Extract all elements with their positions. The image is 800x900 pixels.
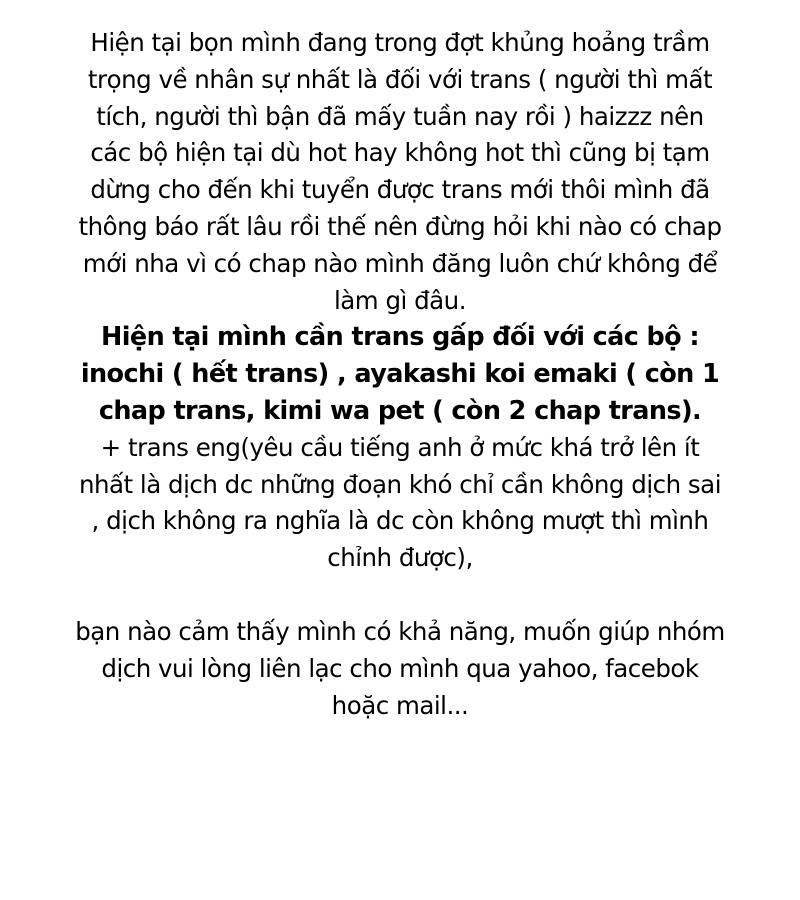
text-line: Hiện tại mình cần trans gấp đối với các bộ : — [101, 322, 699, 353]
text-line: chỉnh được), — [327, 543, 473, 573]
text-line: , dịch không ra nghĩa là dc còn không mượt thì mình — [91, 506, 709, 536]
text-line: hoặc mail... — [331, 690, 469, 720]
text-line: mới nha vì có chap nào mình đăng luôn chứ không để — [82, 248, 718, 278]
text-line: trọng về nhân sự nhất là đối với trans ( người thì mất — [87, 64, 713, 94]
text-line: các bộ hiện tại dù hot hay không hot thì cũng bị tạm — [90, 138, 710, 168]
contact-paragraph — [0, 614, 800, 724]
text-line: Hiện tại bọn mình đang trong đợt khủng hoảng trầm — [90, 28, 710, 57]
text-line: + trans eng(yêu cầu tiếng anh ở mức khá trở lên ít — [100, 432, 700, 462]
recruitment-paragraph — [0, 319, 800, 429]
text-line: dừng cho đến khi tuyển được trans mới thôi mình đã — [90, 175, 710, 205]
text-line: dịch vui lòng liên lạc cho mình qua yahoo, facebok — [101, 653, 699, 683]
text-line: tích, người thì bận đã mấy tuần nay rồi ) haizzz nên — [96, 101, 704, 131]
text-line: thông báo rất lâu rồi thế nên đừng hỏi khi nào có chap — [78, 211, 722, 241]
text-line: bạn nào cảm thấy mình có khả năng, muốn giúp nhóm — [75, 616, 725, 646]
text-line: làm gì đâu. — [333, 285, 466, 315]
text-line: chap trans, kimi wa pet ( còn 2 chap trans). — [98, 395, 702, 426]
requirements-paragraph — [0, 430, 800, 577]
intro-paragraph — [0, 25, 800, 319]
paragraph-gap — [0, 577, 800, 614]
text-line: nhất là dịch dc những đoạn khó chỉ cần không dịch sai — [78, 469, 722, 499]
text-line: inochi ( hết trans) , ayakashi koi emaki ( còn 1 — [80, 359, 720, 390]
